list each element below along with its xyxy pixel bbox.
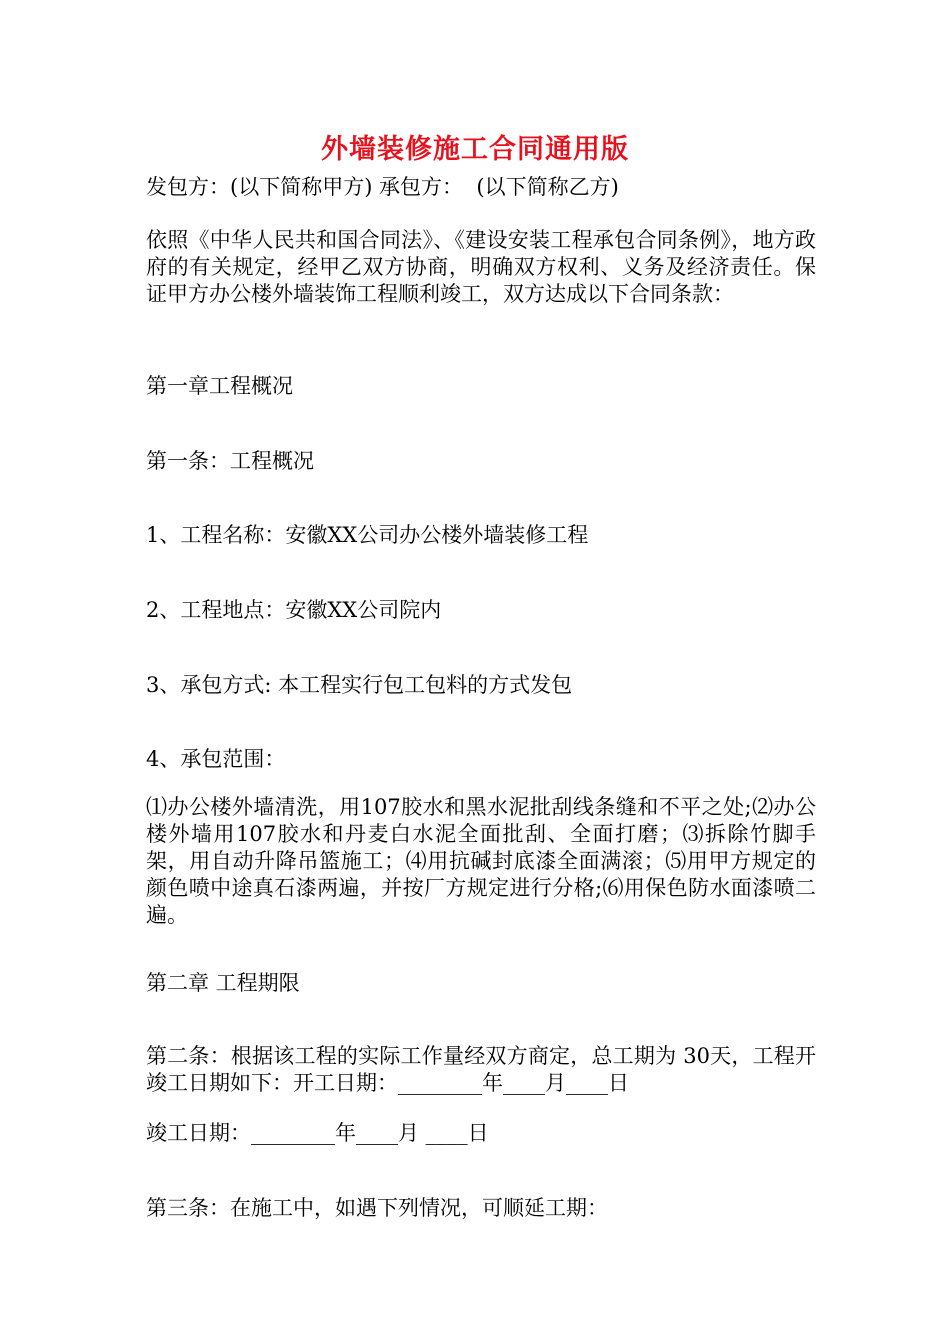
contract-method-item: 3、承包方式: 本工程实行包工包料的方式发包	[146, 673, 573, 697]
completion-date-line: 竣工日期：________年____月 ____日	[146, 1121, 489, 1145]
parties-line: 发包方：(以下简称甲方) 承包方： (以下简称乙方)	[146, 175, 619, 199]
article-three-paragraph: 第三条：在施工中，如遇下列情况，可顺延工期：	[146, 1196, 608, 1220]
contract-scope-item: 4、承包范围：	[146, 747, 286, 771]
chapter-one-heading: 第一章工程概况	[146, 374, 293, 398]
project-location-item: 2、工程地点：安徽XX公司院内	[146, 598, 442, 622]
article-one-heading: 第一条：工程概况	[146, 449, 314, 473]
scope-paragraph: ⑴办公楼外墙清洗，用107胶水和黑水泥批刮线条缝和不平之处;⑵办公楼外墙用107胶水和丹麦白水泥全面批刮、全面打磨；⑶拆除竹脚手架，用自动升降吊篮施工；⑷用抗碱封底漆全面满滚；⑸用甲方规定的颜色喷中途真石漆两遍，并按厂方规定进行分格;⑹用保色防水面漆喷二遍。	[146, 795, 816, 927]
preamble-paragraph: 依照《中华人民共和国合同法》、《建设安装工程承包合同条例》，地方政府的有关规定，经甲乙双方协商，明确双方权利、义务及经济责任。保证甲方办公楼外墙装饰工程顺利竣工，双方达成以下合同条款：	[146, 228, 816, 306]
project-name-item: 1、工程名称：安徽XX公司办公楼外墙装修工程	[146, 523, 589, 547]
article-two-paragraph: 第二条：根据该工程的实际工作量经双方商定，总工期为 30天，工程开竣工日期如下：开工日期：________年____月____日	[146, 1044, 816, 1095]
document-title: 外墙装修施工合同通用版	[321, 134, 629, 165]
chapter-two-heading: 第二章 工程期限	[146, 971, 300, 995]
